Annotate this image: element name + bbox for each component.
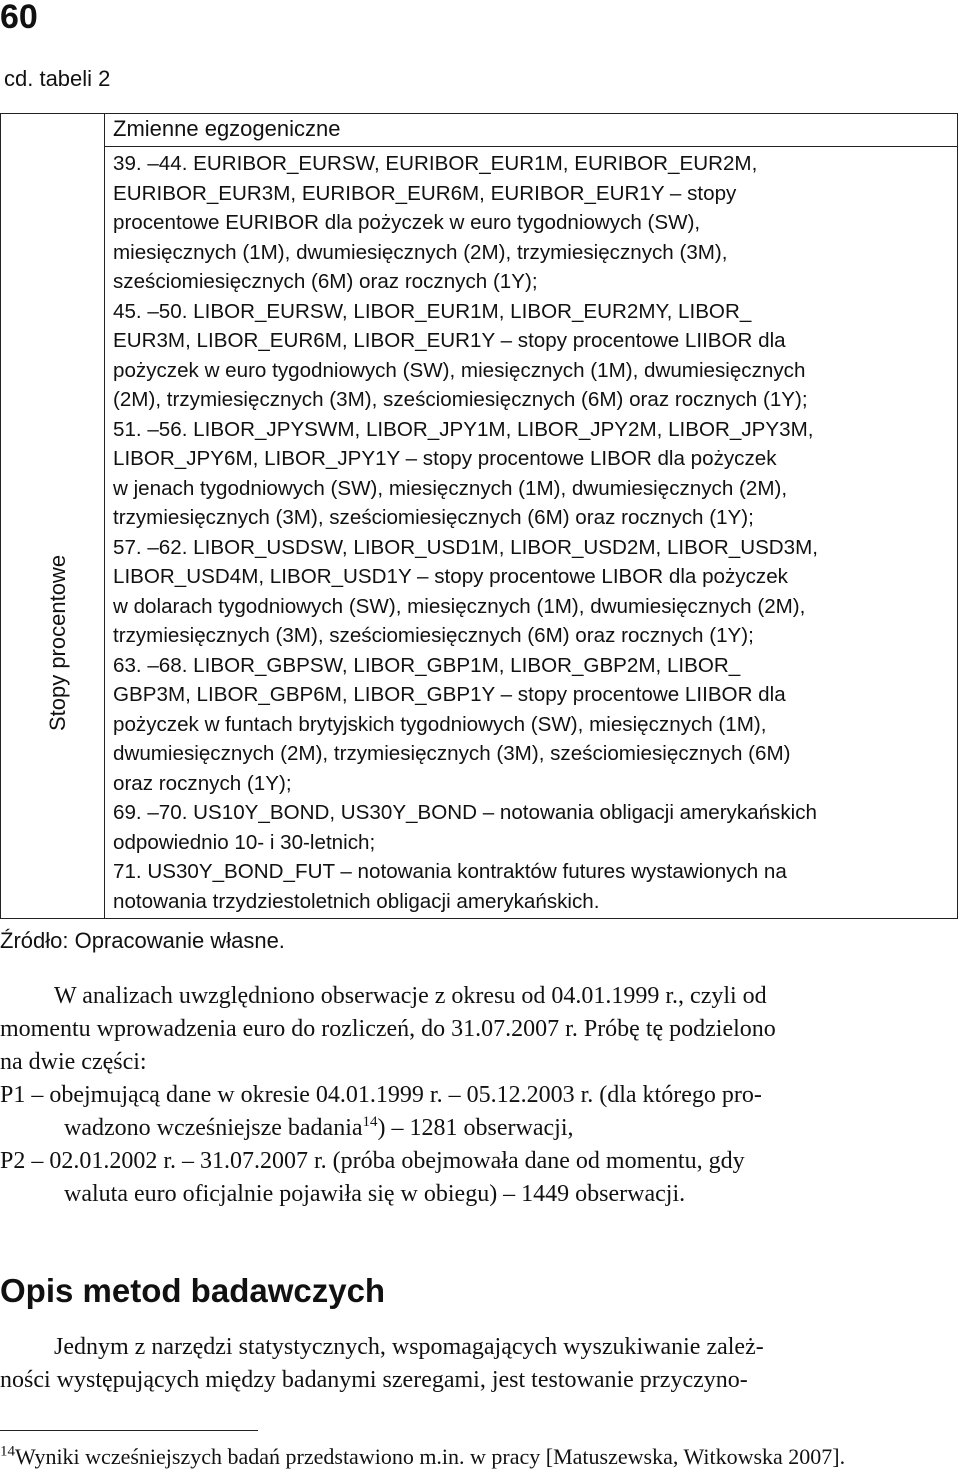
sample-paragraph bbox=[0, 980, 958, 1211]
paragraph-line: W analizach uwzględniono obserwacje z okresu od 04.01.1999 r., czyli od bbox=[54, 983, 767, 1009]
table-border bbox=[104, 146, 958, 147]
table-border bbox=[957, 113, 958, 919]
footnote-reference: 14 bbox=[362, 1114, 378, 1130]
variable-line: trzymiesięcznych (3M), sześciomiesięcznych (6M) oraz rocznych (1Y); bbox=[113, 506, 754, 529]
section-heading: Opis metod badawczych bbox=[0, 1272, 386, 1309]
table-border bbox=[0, 918, 958, 919]
sample-p1-line bbox=[0, 1112, 958, 1145]
footnote-divider bbox=[0, 1430, 258, 1431]
variable-line: 39. –44. EURIBOR_EURSW, EURIBOR_EUR1M, EURIBOR_EUR2M, bbox=[113, 152, 758, 175]
variable-line: notowania trzydziestoletnich obligacji amerykańskich. bbox=[113, 889, 600, 913]
variable-line: oraz rocznych (1Y); bbox=[113, 771, 292, 795]
variable-line: w jenach tygodniowych (SW), miesięcznych (1M), dwumiesięcznych (2M), bbox=[113, 476, 788, 500]
variable-line: 45. –50. LIBOR_EURSW, LIBOR_EUR1M, LIBOR_EUR2MY, LIBOR_ bbox=[113, 299, 752, 323]
source-note: Źródło: Opracowanie własne. bbox=[0, 928, 285, 953]
table-border bbox=[0, 113, 1, 919]
variable-line: EURIBOR_EUR3M, EURIBOR_EUR6M, EURIBOR_EUR1Y – stopy bbox=[113, 181, 737, 205]
variable-line: sześciomiesięcznych (6M) oraz rocznych (1Y); bbox=[113, 270, 538, 293]
variable-line: 63. –68. LIBOR_GBPSW, LIBOR_GBP1M, LIBOR_GBP2M, LIBOR_ bbox=[113, 653, 741, 677]
sample-p2-line: P2 – 02.01.2002 r. – 31.07.2007 r. (próba obejmowała dane od momentu, gdy bbox=[0, 1148, 745, 1174]
variable-line: 69. –70. US10Y_BOND, US30Y_BOND – notowania obligacji amerykańskich bbox=[113, 801, 817, 824]
table-border bbox=[0, 113, 958, 114]
variable-line: 71. US30Y_BOND_FUT – notowania kontraktów futures wystawionych na bbox=[113, 860, 787, 883]
page-number: 60 bbox=[0, 0, 38, 36]
paragraph-line: ności występujących między badanymi szeregami, jest testowanie przyczyno- bbox=[0, 1367, 748, 1393]
footnote bbox=[0, 1444, 845, 1470]
variable-line: EUR3M, LIBOR_EUR6M, LIBOR_EUR1Y – stopy procentowe LIIBOR dla bbox=[113, 329, 786, 352]
sample-p2-line: waluta euro oficjalnie pojawiła się w obiegu) – 1449 obserwacji. bbox=[64, 1181, 686, 1207]
variable-line: pożyczek w funtach brytyjskich tygodniowych (SW), miesięcznych (1M), bbox=[113, 712, 767, 736]
paragraph-text: ) – 1281 obserwacji, bbox=[377, 1115, 574, 1141]
variable-line: GBP3M, LIBOR_GBP6M, LIBOR_GBP1Y – stopy procentowe LIIBOR dla bbox=[113, 683, 786, 706]
variable-line: procentowe EURIBOR dla pożyczek w euro tygodniowych (SW), bbox=[113, 211, 701, 234]
variable-line: trzymiesięcznych (3M), sześciomiesięcznych (6M) oraz rocznych (1Y); bbox=[113, 624, 754, 647]
table-section-header: Zmienne egzogeniczne bbox=[113, 116, 341, 141]
methods-paragraph bbox=[0, 1331, 958, 1397]
paragraph-line: momentu wprowadzenia euro do rozliczeń, do 31.07.2007 r. Próbę tę podzielono bbox=[0, 1016, 776, 1042]
footnote-text: Wyniki wcześniejszych badań przedstawiono m.in. w pracy [Matuszewska, Witkowska 2007]. bbox=[15, 1444, 846, 1469]
sample-p1-line: P1 – obejmującą dane w okresie 04.01.1999 r. – 05.12.2003 r. (dla którego pro- bbox=[0, 1082, 762, 1108]
paragraph-text: wadzono wcześniejsze badania bbox=[64, 1115, 363, 1141]
variable-line: LIBOR_USD4M, LIBOR_USD1Y – stopy procentowe LIBOR dla pożyczek bbox=[113, 565, 788, 588]
table-row-label: Stopy procentowe bbox=[45, 554, 70, 732]
variable-line: 57. –62. LIBOR_USDSW, LIBOR_USD1M, LIBOR_USD2M, LIBOR_USD3M, bbox=[113, 535, 819, 559]
variable-line: pożyczek w euro tygodniowych (SW), miesięcznych (1M), dwumiesięcznych bbox=[113, 358, 806, 382]
variable-line: LIBOR_JPY6M, LIBOR_JPY1Y – stopy procentowe LIBOR dla pożyczek bbox=[113, 447, 777, 470]
footnote-marker: 14 bbox=[0, 1443, 15, 1460]
variable-line: 51. –56. LIBOR_JPYSWM, LIBOR_JPY1M, LIBOR_JPY2M, LIBOR_JPY3M, bbox=[113, 417, 814, 441]
paragraph-line: na dwie części: bbox=[0, 1049, 147, 1075]
variable-line: odpowiednio 10- i 30-letnich; bbox=[113, 830, 376, 854]
paragraph-line: Jednym z narzędzi statystycznych, wspomagających wyszukiwanie zależ- bbox=[54, 1334, 764, 1360]
variable-line: w dolarach tygodniowych (SW), miesięcznych (1M), dwumiesięcznych (2M), bbox=[113, 594, 806, 618]
variables-table bbox=[0, 113, 958, 919]
table-continuation-label: cd. tabeli 2 bbox=[4, 66, 111, 91]
table-border bbox=[104, 113, 105, 919]
variable-line: dwumiesięcznych (2M), trzymiesięcznych (3M), sześciomiesięcznych (6M) bbox=[113, 742, 791, 765]
variable-list bbox=[113, 149, 953, 916]
variable-line: (2M), trzymiesięcznych (3M), sześciomiesięcznych (6M) oraz rocznych (1Y); bbox=[113, 388, 808, 411]
variable-line: miesięcznych (1M), dwumiesięcznych (2M), trzymiesięcznych (3M), bbox=[113, 240, 728, 264]
